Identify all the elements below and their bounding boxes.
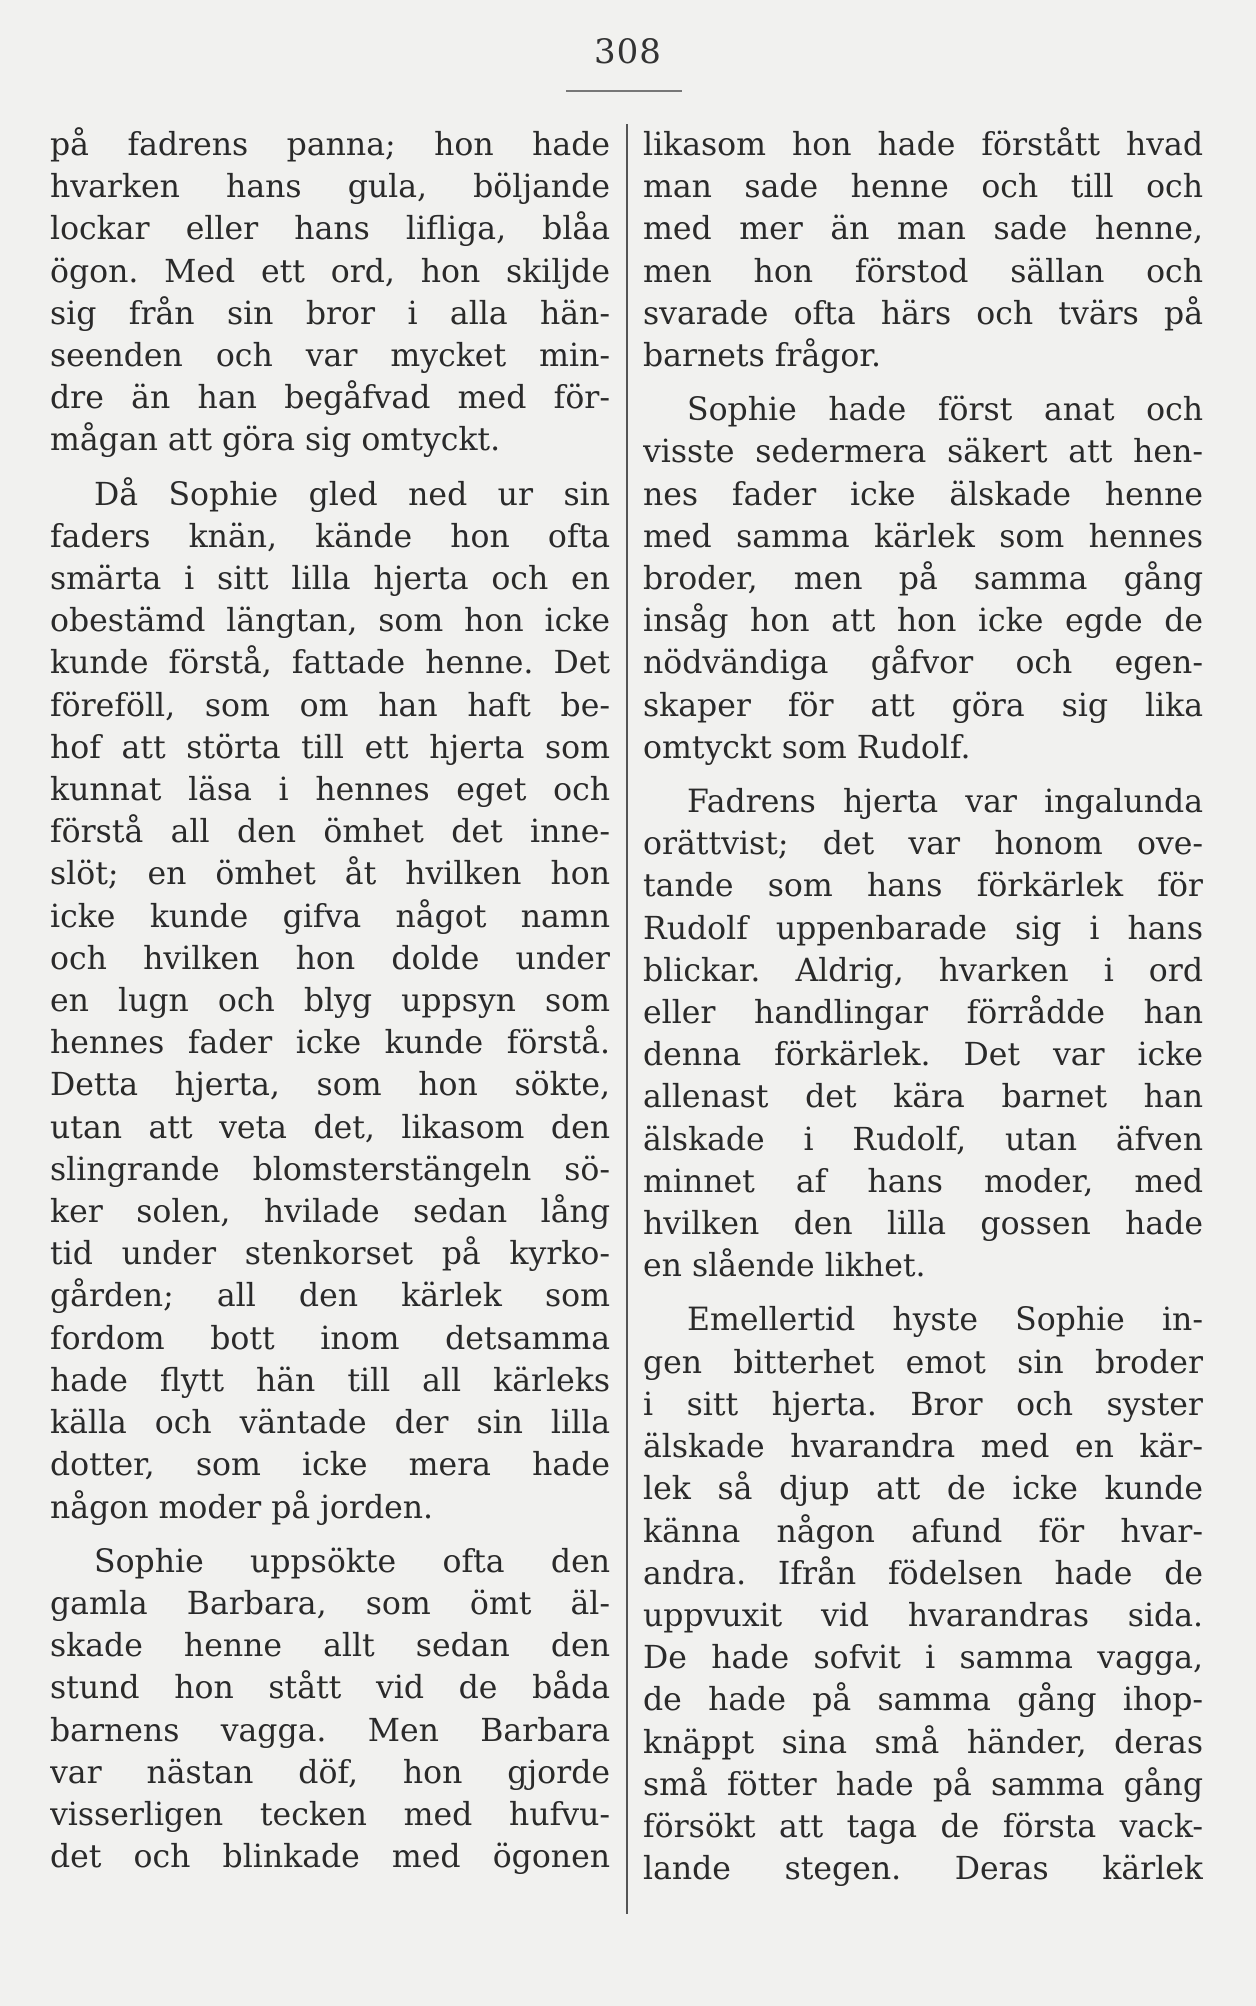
text-line: skaper för att göra sig lika: [643, 687, 1203, 724]
page-number-rule: [566, 90, 682, 92]
text-line: hennes fader icke kunde förstå.: [50, 1025, 610, 1062]
text-line: kunde förstå, fattade henne. Det: [50, 645, 610, 682]
text-line: Sophie uppsökte ofta den: [94, 1543, 610, 1580]
text-line: Emellertid hyste Sophie in-: [687, 1302, 1203, 1339]
text-line: gamla Barbara, som ömt äl-: [50, 1585, 610, 1622]
text-line: man sade henne och till och: [643, 169, 1203, 206]
text-line: på fadrens panna; hon hade: [50, 127, 610, 163]
text-line: någon moder på jorden.: [50, 1489, 434, 1526]
text-line: insåg hon att hon icke egde de: [643, 603, 1203, 640]
text-line: faders knän, kände hon ofta: [50, 518, 610, 555]
text-line: andra. Ifrån födelsen hade de: [643, 1555, 1203, 1592]
text-line: försökt att taga de första vack-: [643, 1808, 1203, 1845]
paragraph: [643, 1299, 1203, 1890]
text-line: dotter, som icke mera hade: [50, 1447, 610, 1484]
text-line: kunnat läsa i hennes eget och: [50, 772, 610, 809]
text-line: med samma kärlek som hennes: [643, 518, 1203, 555]
text-line: det och blinkade med ögonen: [50, 1839, 610, 1876]
text-line: känna någon afund för hvar-: [643, 1513, 1203, 1550]
paragraph: [643, 389, 1203, 769]
text-line: tande som hans förkärlek för: [643, 868, 1203, 905]
text-line: orättvist; det var honom ove-: [643, 826, 1203, 863]
text-line: visserligen tecken med hufvu-: [50, 1796, 610, 1833]
paragraph: [50, 474, 610, 1529]
text-line: de hade på samma gång ihop-: [643, 1682, 1203, 1719]
text-line: föreföll, som om han haft be-: [50, 687, 610, 724]
text-line: knäppt sina små händer, deras: [643, 1724, 1203, 1761]
text-line: nes fader icke älskade henne: [643, 476, 1203, 513]
text-line: slingrande blomsterstängeln sö-: [50, 1151, 610, 1188]
text-line: i sitt hjerta. Bror och syster: [643, 1386, 1203, 1423]
page-number: 308: [594, 32, 662, 72]
text-line: stund hon stått vid de båda: [50, 1670, 610, 1707]
text-line: barnets frågor.: [643, 338, 882, 375]
right-column: [643, 124, 1203, 1902]
text-line: med mer än man sade henne,: [643, 211, 1203, 248]
text-line: minnet af hans moder, med: [643, 1163, 1203, 1200]
text-line: var nästan döf, hon gjorde: [50, 1754, 610, 1791]
text-line: slöt; en ömhet åt hvilken hon: [50, 856, 610, 893]
text-line: älskade i Rudolf, utan äfven: [643, 1121, 1203, 1158]
text-line: blickar. Aldrig, hvarken i ord: [643, 952, 1203, 989]
text-line: visste sedermera säkert att hen-: [643, 434, 1203, 471]
text-line: sig från sin bror i alla hän-: [50, 295, 610, 332]
text-line: älskade hvarandra med en kär-: [643, 1429, 1203, 1466]
text-line: barnens vagga. Men Barbara: [50, 1712, 610, 1749]
text-line: Fadrens hjerta var ingalunda: [687, 784, 1203, 821]
text-line: ögon. Med ett ord, hon skiljde: [50, 253, 610, 290]
paragraph: [643, 124, 1203, 377]
text-line: uppvuxit vid hvarandras sida.: [643, 1597, 1203, 1634]
text-line: små fötter hade på samma gång: [643, 1766, 1203, 1803]
text-line: broder, men på samma gång: [643, 561, 1203, 598]
text-line: skade henne allt sedan den: [50, 1628, 610, 1665]
text-line: tid under stenkorset på kyrko-: [50, 1236, 610, 1273]
text-line: en lugn och blyg uppsyn som: [50, 983, 610, 1020]
text-line: utan att veta det, likasom den: [50, 1109, 610, 1146]
text-line: nödvändiga gåfvor och egen-: [643, 645, 1203, 682]
text-line: lockar eller hans lifliga, blåa: [50, 211, 610, 248]
text-line: De hade sofvit i samma vagga,: [643, 1640, 1203, 1677]
text-line: gården; all den kärlek som: [50, 1278, 610, 1315]
text-line: svarade ofta härs och tvärs på: [643, 295, 1203, 332]
text-line: Detta hjerta, som hon sökte,: [50, 1067, 610, 1104]
text-line: dre än han begåfvad med för-: [50, 380, 610, 417]
text-line: mågan att göra sig omtyckt.: [50, 422, 501, 459]
text-line: hof att störta till ett hjerta som: [50, 729, 610, 766]
text-line: källa och väntade der sin lilla: [50, 1405, 610, 1442]
text-line: förstå all den ömhet det inne-: [50, 814, 610, 851]
paragraph: [50, 1541, 610, 1879]
text-line: eller handlingar förrådde han: [643, 995, 1203, 1032]
text-line: hade flytt hän till all kärleks: [50, 1362, 610, 1399]
text-line: ker solen, hvilade sedan lång: [50, 1194, 610, 1231]
text-line: likasom hon hade förstått hvad: [643, 127, 1203, 163]
paragraph: [50, 124, 610, 462]
text-line: och hvilken hon dolde under: [50, 940, 610, 977]
text-line: en slående likhet.: [643, 1248, 926, 1285]
text-line: Då Sophie gled ned ur sin: [94, 476, 610, 513]
text-line: Rudolf uppenbarade sig i hans: [643, 910, 1203, 947]
left-column: [50, 124, 610, 1890]
text-line: hvilken den lilla gossen hade: [643, 1206, 1203, 1243]
text-line: denna förkärlek. Det var icke: [643, 1037, 1203, 1074]
text-line: fordom bott inom detsamma: [50, 1320, 610, 1357]
text-line: obestämd längtan, som hon icke: [50, 603, 610, 640]
text-line: allenast det kära barnet han: [643, 1079, 1203, 1116]
text-line: gen bitterhet emot sin broder: [643, 1344, 1203, 1381]
text-line: lande stegen. Deras kärlek: [643, 1851, 1203, 1888]
text-line: smärta i sitt lilla hjerta och en: [50, 561, 610, 598]
text-line: men hon förstod sällan och: [643, 253, 1203, 290]
text-line: omtyckt som Rudolf.: [643, 729, 971, 766]
column-divider: [626, 124, 628, 1914]
text-line: Sophie hade först anat och: [687, 392, 1203, 429]
text-line: seenden och var mycket min-: [50, 338, 610, 375]
text-line: hvarken hans gula, böljande: [50, 169, 610, 206]
text-line: icke kunde gifva något namn: [50, 898, 610, 935]
paragraph: [643, 781, 1203, 1287]
text-line: lek så djup att de icke kunde: [643, 1471, 1203, 1508]
